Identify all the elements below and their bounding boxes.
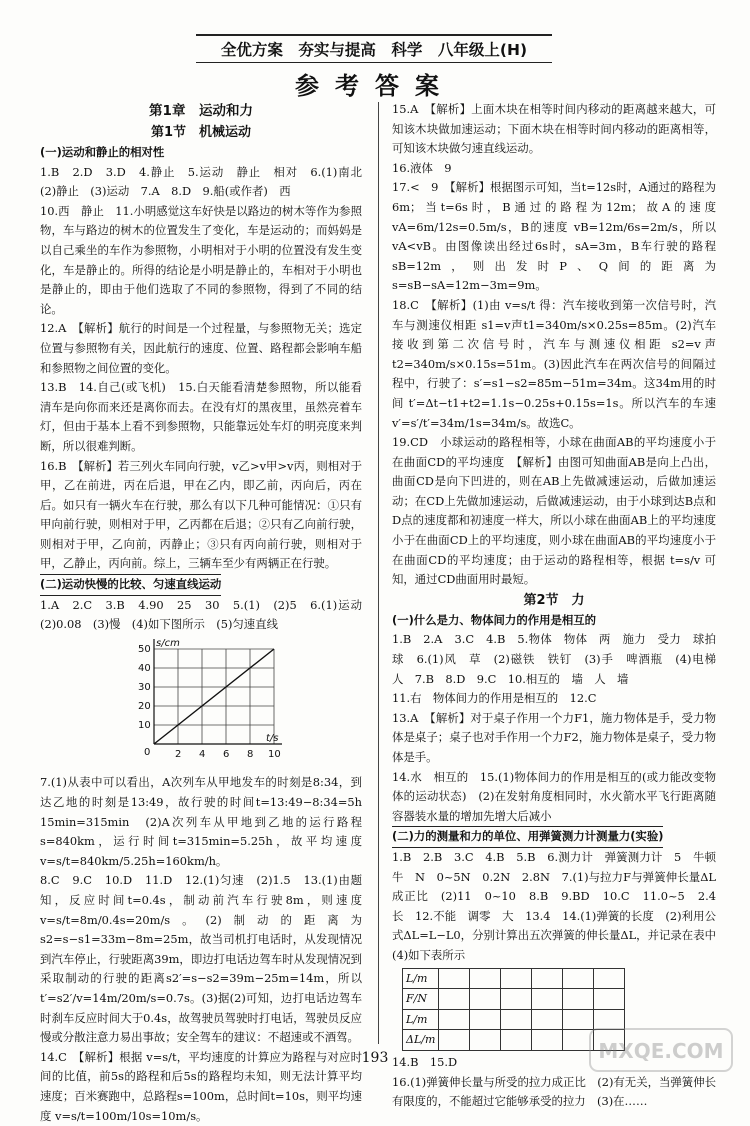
y-axis-label: s/cm	[156, 637, 180, 649]
line-graph	[126, 637, 286, 765]
x-tick-label: 6	[223, 748, 230, 760]
subsection-heading-3: (一)什么是力、物体间力的作用是相互的	[392, 612, 597, 627]
table-row	[403, 989, 625, 1010]
answer-paragraph: 1.B 2.A 3.C 4.B 5.物体 物体 两 施力 受力 球拍 球 6.(1)风 草 (2)磁铁 铁钉 (3)手 啤酒瓶 (4)电梯 人 7.B 8.D 9.C 10.相互的 墙 人 墙	[392, 632, 728, 686]
y-tick-label: 40	[138, 662, 151, 674]
answer-paragraph: 15.A 【解析】上面木块在相等时间内移动的距离越来越大，可知该木块做加速运动；下面木块在相等时间内移动的距离相等，可知该木块做匀速直线运动。	[392, 102, 716, 156]
watermark-logo	[586, 1025, 736, 1075]
answer-paragraph: 16.B 【解析】若三列火车同向行驶，v乙>v甲>v丙，则相对于甲，乙在前进，丙在后退，甲在乙内，即乙前，丙向后，丙在后。如只有一辆火车在行驶，那么有以下几种可能情况：①只有甲向前行驶，则相对于甲，乙丙都在后退；②只有乙向前行驶，则相对于甲，乙向前，丙静止；③只有丙向前行驶，则相对于甲，乙静止，丙向前。综上，三辆车至少有两辆正在行驶。	[40, 458, 362, 571]
section-heading-1: 第1节 机械运动	[150, 125, 252, 140]
table-row-header: L/m	[403, 968, 439, 989]
answer-paragraph: 14.B 15.D	[392, 1054, 458, 1069]
answer-paragraph: 11.右 物体间力的作用是相互的 12.C	[392, 691, 597, 706]
x-tick-label: 4	[199, 748, 206, 760]
page-title: 参考答案	[295, 72, 455, 100]
x-axis-label: t/s	[266, 732, 279, 744]
watermark-text: MXQE.COM	[598, 1039, 724, 1063]
subsection-heading-4	[392, 826, 716, 848]
subsection-heading-4-text: (二)力的测量和力的单位、用弹簧测力计测量力(实验)	[392, 826, 663, 848]
graph-data-line	[154, 649, 274, 744]
answer-paragraph: 16.(1)弹簧伸长量与所受的拉力成正比 (2)有无关，当弹簧伸长有限度的，不能超过它能够承受的拉力 (3)在……	[392, 1074, 716, 1109]
subsection-heading-2	[40, 574, 362, 596]
subsection-heading-1: (一)运动和静止的相对性	[40, 145, 165, 159]
answer-paragraph: 1.B 2.B 3.C 4.B 5.B 6.测力计 弹簧测力计 5 牛顿 牛 N 0~5N 0.2N 2.8N 7.(1)与拉力F与弹簧伸长量ΔL成正比 (2)11 0~10 8.B 9.BD 10.C 11.0~5 2.4 长 12.不能 调零 大 13.4 14.(1)弹簧的长度 (2)利用公式ΔL=L−L0，分别计算出五次弹簧的伸长量ΔL，并记录在表中 (4)如下表所示	[392, 849, 728, 962]
answer-paragraph: 13.B 14.自己(或飞机) 15.白天能看清楚参照物，所以能看清车是向你而来还是离你而去。在没有灯的黑夜里，虽然亮着车灯，但由于基本上看不到参照物，只能靠远处车灯的明亮度来判断，所以很难判断。	[40, 380, 362, 453]
y-tick-label: 30	[138, 681, 151, 693]
y-tick-label: 50	[138, 643, 151, 655]
table-row-header: L/m	[403, 1009, 439, 1030]
y-tick-label: 20	[138, 700, 151, 712]
section-heading-2: 第2节 力	[523, 592, 585, 608]
x-tick-label: 2	[175, 748, 182, 760]
table-row-header: ΔL/m	[403, 1030, 439, 1051]
left-column	[40, 100, 374, 1126]
column-divider	[378, 102, 379, 1044]
header-band	[196, 34, 552, 63]
table-row-header: F/N	[403, 989, 439, 1010]
header-band-text: 全优方案 夯实与提高 科学 八年级上(H)	[220, 41, 528, 59]
answer-paragraph: 14.水 相互的 15.(1)物体间力的作用是相互的(或力能改变物体的运动状态) (2)在发射角度相同时，水火箭水平飞行距离随容器装水量的增加先增大后减小	[392, 769, 716, 823]
answer-paragraph: 18.C 【解析】(1)由 v=s/t 得：汽车接收到第一次信号时，汽车与测速仪相距 s1=v声t1=340m/s×0.25s=85m。(2)汽车接收到第二次信号时，汽车与测速仪相距 s2=v声t2=340m/s×0.15s=51m。(3)因此汽车在两次信号的间隔过程中，行驶了：s′=s1−s2=85m−51m=34m。这34m用的时间 t′=Δt−t1+t2=1.1s−0.25s+0.15s=1s。所以汽车的车速 v′=s′/t′=34m/1s=34m/s。故选C。	[392, 297, 716, 430]
y-tick-label: 0	[144, 746, 151, 758]
answer-paragraph: 16.液体 9	[392, 160, 452, 175]
table-row	[403, 968, 625, 989]
answer-paragraph: 1.B 2.D 3.D 4.静止 5.运动 静止 相对 6.(1)南北 (2)静止 (3)运动 7.A 8.D 9.船(或作者) 西	[40, 164, 374, 199]
y-tick-label: 10	[138, 719, 151, 731]
answer-paragraph: 17.< 9 【解析】根据图示可知，当t=12s时，A通过的路程为6m；当t=6s时，B通过的路程为12m；故A的速度 vA=6m/12s=0.5m/s，B的速度 vB=12m/6s=2m/s，所以 vA<vB。由图像读出经过6s时，sA=3m，B车行驶的路程sB=12m，则出发时P、Q间的距离为 s=sB−sA=12m−3m=9m。	[392, 180, 716, 293]
x-tick-label: 10	[268, 748, 281, 760]
answer-paragraph: 8.C 9.C 10.D 11.D 12.(1)匀速 (2)1.5 13.(1)由题知，反应时间t=0.4s，制动前汽车行驶8m，则速度v=s/t=8m/0.4s=20m/s。(2)制动的距离为s2=s−s1=33m−8m=25m，故当司机打电话时，从发现情况到汽车停止，行驶距离39m，即边打电话边驾车时从发现情况到采取制动的行驶的距离s2′=s−s2=39m−25m=14m，所以 t′=s2′/v=14m/20m/s=0.7s。(3)据(2)可知，边打电话边驾车时刹车反应时间大于0.4s，故驾驶员驾驶时打电话，驾驶员反应慢或分散注意力易出事故；安全驾车的建议：不超速或不酒驾。	[40, 873, 362, 1045]
answer-paragraph: 13.A 【解析】对于桌子作用一个力F1，施力物体是手，受力物体是桌子；桌子也对手作用一个力F2，施力物体是桌子，受力物体是手。	[392, 710, 716, 764]
page-number: 193	[361, 1050, 389, 1066]
answer-paragraph: 14.C 【解析】根据 v=s/t，平均速度的计算应为路程与对应时间的比值，前5s的路程和后5s的路程均未知，则无法计算平均速度；百米赛跑中，总路程s=100m，总时间t=10s，则平均速度 v=s/t=100m/10s=10m/s。	[40, 1049, 362, 1123]
answer-paragraph: 12.A 【解析】航行的时间是一个过程量，与参照物无关；选定位置与参照物有关，因此航行的速度、位置、路程都会影响车船和参照物之间位置的变化。	[40, 321, 362, 375]
right-column	[392, 100, 728, 1112]
answer-paragraph: 10.西 静止 11.小明感觉这车好快是以路边的树木等作为参照物，车与路边的树木的位置发生了变化，车是运动的；而妈妈是以自己乘坐的车作为参照物，小明相对于小明的位置没有发生变化，车是静止的。所得的结论是小明是静止的，车相对于小明也是静止的，即由于他们选取了不同的参照物，得到了不同的结论。	[40, 203, 362, 316]
answer-paragraph: 7.(1)从表中可以看出，A次列车从甲地发车的时刻是8:34，到达乙地的时刻是13:49，故行驶的时间t=13:49−8:34=5h 15min=315min (2)A次列车从甲地到乙地的运行路程s=840km，运行时间t=315min=5.25h，故平均速度v=s/t=840km/5.25h=160km/h。	[40, 775, 362, 868]
answer-paragraph: 19.CD 小球运动的路程相等，小球在曲面AB的平均速度小于在曲面CD的平均速度 【解析】由图可知曲面AB是向上凸出，曲面CD是向下凹进的，则在AB上先做减速运动，后做加速运动；在CD上先做加速运动，后做减速运动，由于小球到达B点和D点的速度都和初速度一样大，所以小球在曲面AB上的平均速度小于在曲面CD上的平均速度，则小球在曲面AB的平均速度小于在曲面CD的平均速度；由于运动的路程相等，根据 t=s/v 可知，通过CD曲面用时最短。	[392, 435, 716, 587]
x-tick-label: 8	[247, 748, 254, 760]
subsection-heading-2-text: (二)运动快慢的比较、匀速直线运动	[40, 574, 221, 596]
answer-paragraph: 1.A 2.C 3.B 4.90 25 30 5.(1) (2)5 6.(1)运动 (2)0.08 (3)慢 (4)如下图所示 (5)匀速直线	[40, 597, 374, 632]
chapter-heading: 第1章 运动和力	[149, 103, 253, 119]
